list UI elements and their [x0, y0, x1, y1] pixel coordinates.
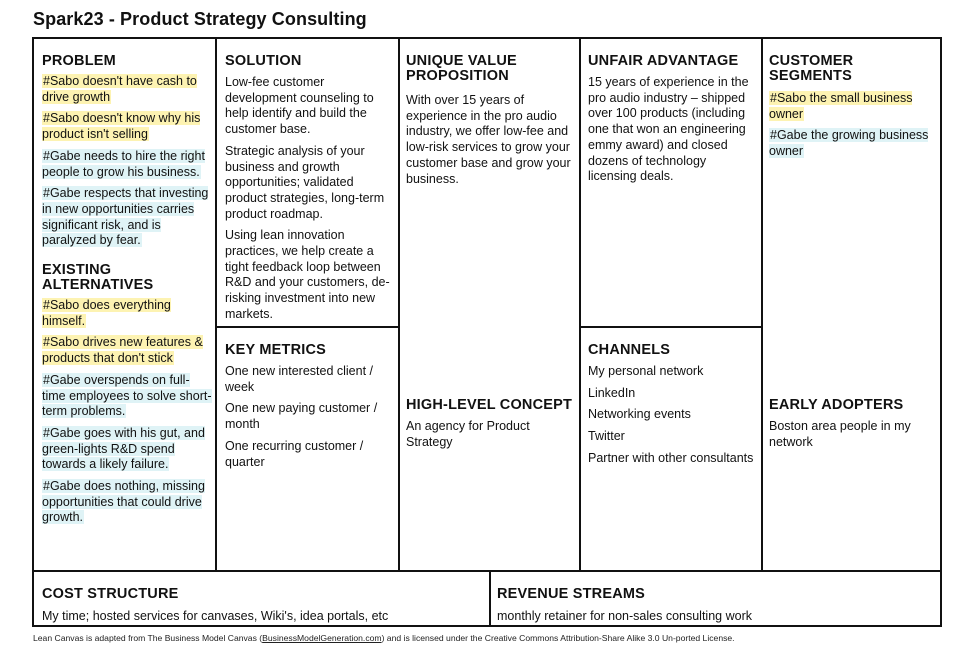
solution-item: Using lean innovation practices, we help create a tight feedback loop between R&D and your customers, de-risking investment into new markets. — [225, 228, 390, 321]
divider — [215, 39, 217, 570]
unfair-advantage-section — [588, 54, 754, 185]
cost-structure-heading: COST STRUCTURE — [42, 586, 179, 602]
revenue-streams-text: monthly retainer for non-sales consulting work — [497, 609, 752, 623]
early-adopters-heading: EARLY ADOPTERS — [769, 397, 904, 413]
divider — [579, 39, 581, 570]
channel-item: LinkedIn — [588, 385, 636, 400]
high-level-concept-text: An agency for Product Strategy — [406, 419, 530, 449]
cost-structure-text: My time; hosted services for canvases, Wiki's, idea portals, etc — [42, 609, 389, 623]
problem-item: #Sabo doesn't know why his product isn't selling — [42, 111, 201, 142]
alternative-item: #Gabe goes with his gut, and green-lights R&D spend towards a likely failure. — [42, 425, 205, 472]
cost-structure-section — [42, 587, 482, 625]
solution-item: Low-fee customer development counseling to help identify and build the customer base. — [225, 75, 374, 137]
metric-item: One new interested client / week — [225, 364, 373, 394]
early-adopters-text: Boston area people in my network — [769, 419, 911, 449]
problem-item: #Gabe needs to hire the right people to grow his business. — [42, 148, 205, 179]
key-metrics-heading: KEY METRICS — [225, 342, 327, 358]
page-title: Spark23 - Product Strategy Consulting — [33, 9, 367, 29]
uvp-heading: UNIQUE VALUE PROPOSITION — [406, 53, 517, 84]
high-level-concept-section — [406, 398, 574, 450]
channels-section — [588, 343, 754, 467]
lean-canvas — [32, 37, 942, 627]
solution-heading: SOLUTION — [225, 53, 302, 69]
segment-item: #Gabe the growing business owner — [769, 128, 929, 159]
solution-section — [225, 54, 390, 323]
revenue-streams-heading: REVENUE STREAMS — [497, 586, 646, 602]
divider — [580, 326, 761, 328]
revenue-streams-section — [497, 587, 937, 625]
metric-item: One recurring customer / quarter — [225, 438, 364, 469]
channel-item: Twitter — [588, 429, 625, 444]
divider — [761, 39, 763, 570]
high-level-concept-heading: HIGH-LEVEL CONCEPT — [406, 397, 573, 413]
unfair-advantage-text: 15 years of experience in the pro audio industry – shipped over 100 products (including one that won an engineering emmy award) and closed dozens of technology licensing deals. — [588, 75, 749, 184]
alternative-item: #Sabo does everything himself. — [42, 298, 171, 328]
divider — [216, 326, 398, 328]
channel-item: Networking events — [588, 407, 691, 422]
footer-text: Lean Canvas is adapted from The Business Model Canvas ( — [33, 633, 263, 643]
unfair-advantage-heading: UNFAIR ADVANTAGE — [588, 53, 739, 69]
customer-segments-section — [769, 54, 935, 160]
channel-item: My personal network — [588, 364, 704, 378]
divider — [489, 570, 491, 625]
divider — [34, 570, 940, 572]
uvp-text: With over 15 years of experience in the pro audio industry, we offer low-fee and low-risk services to grow your customer base and grow your business. — [406, 93, 571, 186]
problem-heading: PROBLEM — [42, 53, 116, 69]
problem-section — [42, 54, 212, 526]
footer-text: ) and is licensed under the Creative Commons Attribution-Share Alike 3.0 Un-ported License. — [381, 633, 735, 643]
segment-item: #Sabo the small business owner — [769, 91, 913, 121]
divider — [398, 39, 400, 570]
early-adopters-section — [769, 398, 935, 450]
existing-alternatives-heading: EXISTING ALTERNATIVES — [42, 262, 154, 294]
channel-item: Partner with other consultants — [588, 450, 754, 465]
problem-item: #Sabo doesn't have cash to drive growth — [42, 74, 197, 104]
solution-item: Strategic analysis of your business and growth opportunities; validated product strategies, long-term product roadmap. — [225, 143, 385, 221]
uvp-section — [406, 54, 574, 187]
license-footer — [33, 633, 735, 643]
customer-segments-heading: CUSTOMER SEGMENTS — [769, 53, 854, 84]
problem-item: #Gabe respects that investing in new opportunities carries significant risk, and is paralyzed by fear. — [42, 186, 209, 248]
footer-link[interactable]: BusinessModelGeneration.com — [262, 633, 382, 643]
metric-item: One new paying customer / month — [225, 401, 378, 432]
channels-heading: CHANNELS — [588, 342, 671, 358]
key-metrics-section — [225, 343, 390, 470]
alternative-item: #Gabe does nothing, missing opportunities that could drive growth. — [42, 479, 205, 525]
alternative-item: #Sabo drives new features & products that don't stick — [42, 335, 203, 366]
alternative-item: #Gabe overspends on full-time employees to solve short-term problems. — [42, 372, 212, 419]
